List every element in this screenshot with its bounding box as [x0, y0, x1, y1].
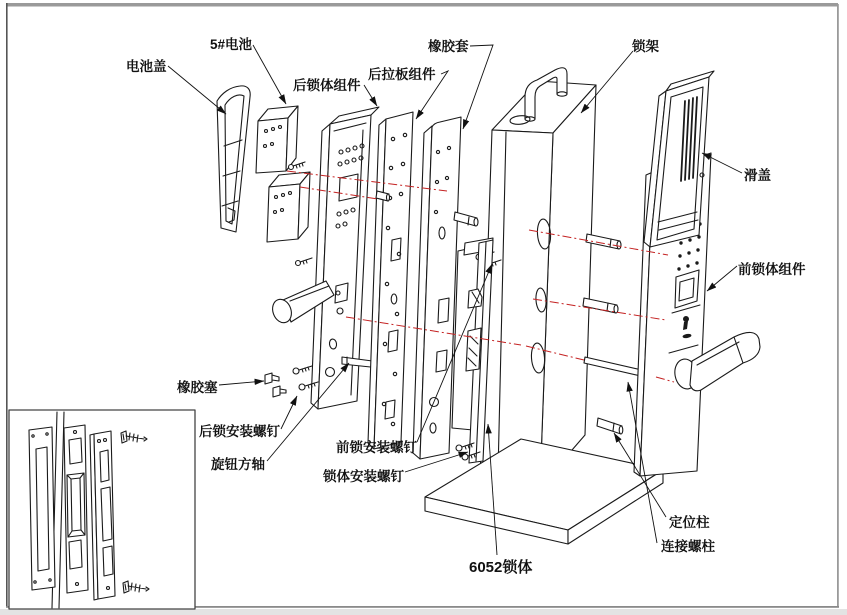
label-rear-lock-screw: 后锁安装螺钉 — [199, 424, 280, 439]
label-lock-frame: 锁架 — [632, 39, 659, 54]
label-front-lock-assembly: 前锁体组件 — [738, 262, 806, 277]
label-front-lock-screw: 前锁安装螺钉 — [336, 440, 417, 455]
strike-faceplate — [90, 431, 115, 600]
lock-frame — [480, 68, 596, 487]
label-rear-pull-plate: 后拉板组件 — [368, 67, 436, 82]
label-lock-body-screw: 锁体安装螺钉 — [323, 469, 404, 484]
label-rear-lock-assembly: 后锁体组件 — [293, 78, 361, 93]
label-battery-cover: 电池盖 — [126, 59, 167, 74]
strike-box — [64, 425, 88, 593]
door-frame-plate — [29, 427, 55, 590]
label-rubber-sleeve: 橡胶套 — [428, 39, 469, 54]
label-connecting-stud: 连接螺柱 — [661, 539, 715, 554]
label-battery: 5#电池 — [210, 37, 253, 52]
rear-pull-plate — [368, 112, 413, 449]
label-lock-body-6052: 6052锁体 — [469, 559, 533, 576]
battery-cover — [217, 86, 250, 232]
battery-boxes — [256, 106, 312, 266]
label-slide-cover: 滑盖 — [744, 168, 771, 183]
label-rubber-plug: 橡胶塞 — [177, 380, 218, 395]
strike-plate-inset — [9, 410, 195, 609]
rubber-plugs — [265, 373, 286, 397]
label-knob-shaft: 旋钮方轴 — [211, 457, 265, 472]
positioning-post-part — [597, 418, 623, 434]
label-positioning-post: 定位柱 — [669, 515, 710, 530]
